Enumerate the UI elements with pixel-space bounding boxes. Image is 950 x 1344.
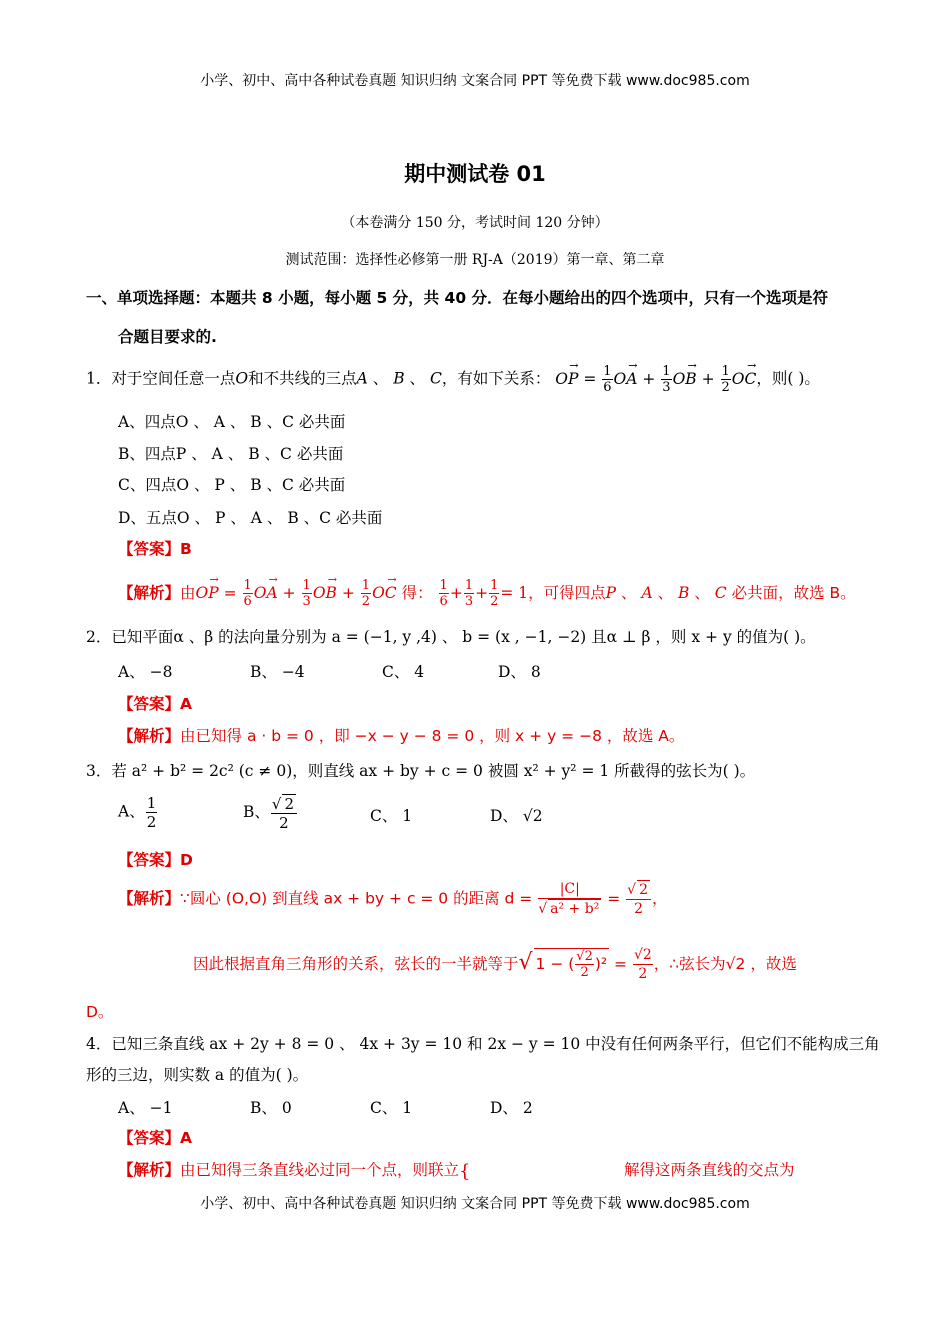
q1-stem-part: 和不共线的三点 — [248, 369, 357, 388]
q2-analysis: 【解析】由已知得 a · b = 0 ，即 −x − y − 8 = 0 ，则 x + y = −8 ，故选 A。 — [118, 727, 685, 745]
q3-analysis-line3: D。 — [86, 1003, 114, 1021]
q3-option-b: B、 $\frac{√ 2}{2}$ — [243, 794, 298, 832]
q1-vector-equation: OP → = $\frac{1}{6}$ OA → + $\frac{1}{3}$ OB → + $\frac{1}{2}$ OC → — [555, 370, 756, 388]
q1-analysis: 【解析】由OP → = $\frac{1}{6}$ OA → + $\frac{1}{3}$ OB → + $\frac{1}{2}$ OC → 得： $\frac{1}{6}$ + $\frac{1}{3}$ + $\frac{1}{2}$ = 1，可得四点P 、 A 、 B 、 C 必共面，故选 B。 — [118, 578, 856, 609]
q3-option-d: D、 √2 — [490, 807, 543, 825]
exam-scope: 测试范围：选择性必修第一册 RJ-A（2019）第一章、第二章 — [285, 252, 665, 268]
q4-option-c: C、 1 — [370, 1099, 413, 1117]
q1-option-b: B、四点P 、 A 、 B 、C 必共面 — [118, 445, 344, 463]
page-title: 期中测试卷 01 — [404, 162, 546, 186]
question-2-stem: 2．已知平面α 、β 的法向量分别为 a = (−1, y ,4) 、 b = (x , −1, −2) 且α ⊥ β ，则 x + y 的值为( )。 — [86, 628, 816, 646]
q2-option-a: A、 −8 — [118, 663, 173, 681]
q3-analysis-line2: 因此根据直角三角形的关系，弦长的一半就等于√ 1 − ( $\frac{√2}{2}$ )² = $\frac{√2}{2}$ ，∴弦长为√2 ，故选 — [193, 947, 797, 982]
q3-answer: 【答案】D — [118, 851, 193, 869]
q1-stem-part: ，有如下关系： — [441, 369, 551, 388]
q1-stem-part: ，则( )。 — [756, 369, 820, 388]
q4-analysis: 【解析】由已知得三条直线必过同一个点，则联立{ 解得这两条直线的交点为 — [118, 1160, 795, 1181]
section-heading-cont: 合题目要求的. — [118, 328, 217, 346]
q2-option-b: B、 −4 — [250, 663, 305, 681]
page-footer: 小学、初中、高中各种试卷真题 知识归纳 文案合同 PPT 等免费下载 www.doc985.com — [200, 1196, 750, 1212]
q4-option-b: B、 0 — [250, 1099, 292, 1117]
q4-answer: 【答案】A — [118, 1129, 193, 1147]
section-heading: 一、单项选择题：本题共 8 小题，每小题 5 分，共 40 分．在每小题给出的四个选项中，只有一个选项是符 — [86, 289, 829, 307]
q2-option-c: C、 4 — [382, 663, 425, 681]
q3-option-c: C、 1 — [370, 807, 413, 825]
q1-option-d: D、五点O 、 P 、 A 、 B 、C 必共面 — [118, 509, 383, 527]
q3-analysis-line1: 【解析】∵圆心 (O,O) 到直线 ax + by + c = 0 的距离 d = $\frac{|C|}{\text{√ a² + b²}}$ = $\frac{√ 2}{2}$ ， — [118, 881, 668, 917]
question-3-stem: 3．若 a² + b² = 2c² (c ≠ 0)，则直线 ax + by + c = 0 被圆 x² + y² = 1 所截得的弦长为( )。 — [86, 762, 756, 780]
page-header: 小学、初中、高中各种试卷真题 知识归纳 文案合同 PPT 等免费下载 www.doc985.com — [200, 73, 750, 89]
q4-option-d: D、 2 — [490, 1099, 533, 1117]
exam-info: （本卷满分 150 分，考试时间 120 分钟） — [341, 215, 609, 231]
q3-option-a: A、 $\frac{1}{2}$ — [118, 794, 157, 831]
q1-answer: 【答案】B — [118, 540, 192, 558]
question-number: 1． — [86, 369, 112, 388]
q4-option-a: A、 −1 — [118, 1099, 173, 1117]
q1-stem-part: 对于空间任意一点 — [111, 369, 236, 388]
q1-option-a: A、四点O 、 A 、 B 、C 必共面 — [118, 413, 346, 431]
question-4-stem-line1: 4．已知三条直线 ax + 2y + 8 = 0 、 4x + 3y = 10 和 2x − y = 10 中没有任何两条平行，但它们不能构成三角 — [86, 1035, 880, 1053]
q2-option-d: D、 8 — [498, 663, 541, 681]
question-4-stem-line2: 形的三边，则实数 a 的值为( )。 — [86, 1066, 309, 1084]
q1-option-c: C、四点O 、 P 、 B 、C 必共面 — [118, 476, 346, 494]
question-1-stem: 1．对于空间任意一点O和不共线的三点A 、 B 、 C，有如下关系： OP → = $\frac{1}{6}$ OA → + $\frac{1}{3}$ OB → + $\frac{1}{2}$ OC →，则( )。 — [86, 364, 820, 395]
system-of-equations: { — [459, 1160, 472, 1181]
q2-answer: 【答案】A — [118, 695, 193, 713]
